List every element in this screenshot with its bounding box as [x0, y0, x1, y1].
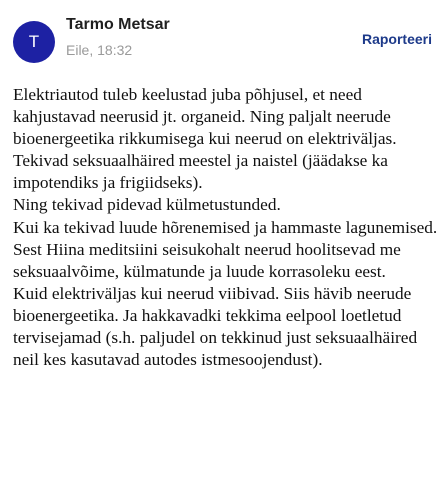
comment-paragraph: Sest Hiina meditsiini seisukohalt neerud hoolitsevad me seksuaalvõime, külmatunde ja luude korrasoleku eest.: [13, 239, 401, 281]
avatar[interactable]: T: [13, 21, 55, 63]
report-button[interactable]: Raporteeri: [361, 31, 432, 47]
author-name[interactable]: Tarmo Metsar: [66, 16, 170, 33]
comment-header: [0, 0, 444, 70]
comment-paragraph: Tekivad seksuaalhäired meestel ja naistel (jäädakse ka impotendiks ja frigiidseks).: [13, 151, 388, 193]
comment-paragraph: Kuid elektriväljas kui neerud viibivad. Siis hävib neerude bioenergeetika. Ja hakkavadki tekkima eelpool loetletud tervisejamad (s.h. paljudel on tekkinud just seksuaalhäired neil kes kasutavad autodes istmesoojendust).: [13, 283, 418, 370]
comment-paragraph: Ning tekivad pidevad külmetustunded.: [13, 195, 281, 215]
comment-paragraph: Elektriautod tuleb keelustad juba põhjusel, et need kahjustavad neerusid jt. organeid. Ning paljalt neerude bioenergeetika rikkumisega kui neerud on elektriväljas.: [13, 85, 397, 149]
comment-paragraph: Kui ka tekivad luude hõrenemised ja hammaste lagunemised.: [13, 217, 438, 237]
comment-body: [13, 84, 438, 371]
comment-timestamp: Eile, 18:32: [66, 42, 133, 58]
